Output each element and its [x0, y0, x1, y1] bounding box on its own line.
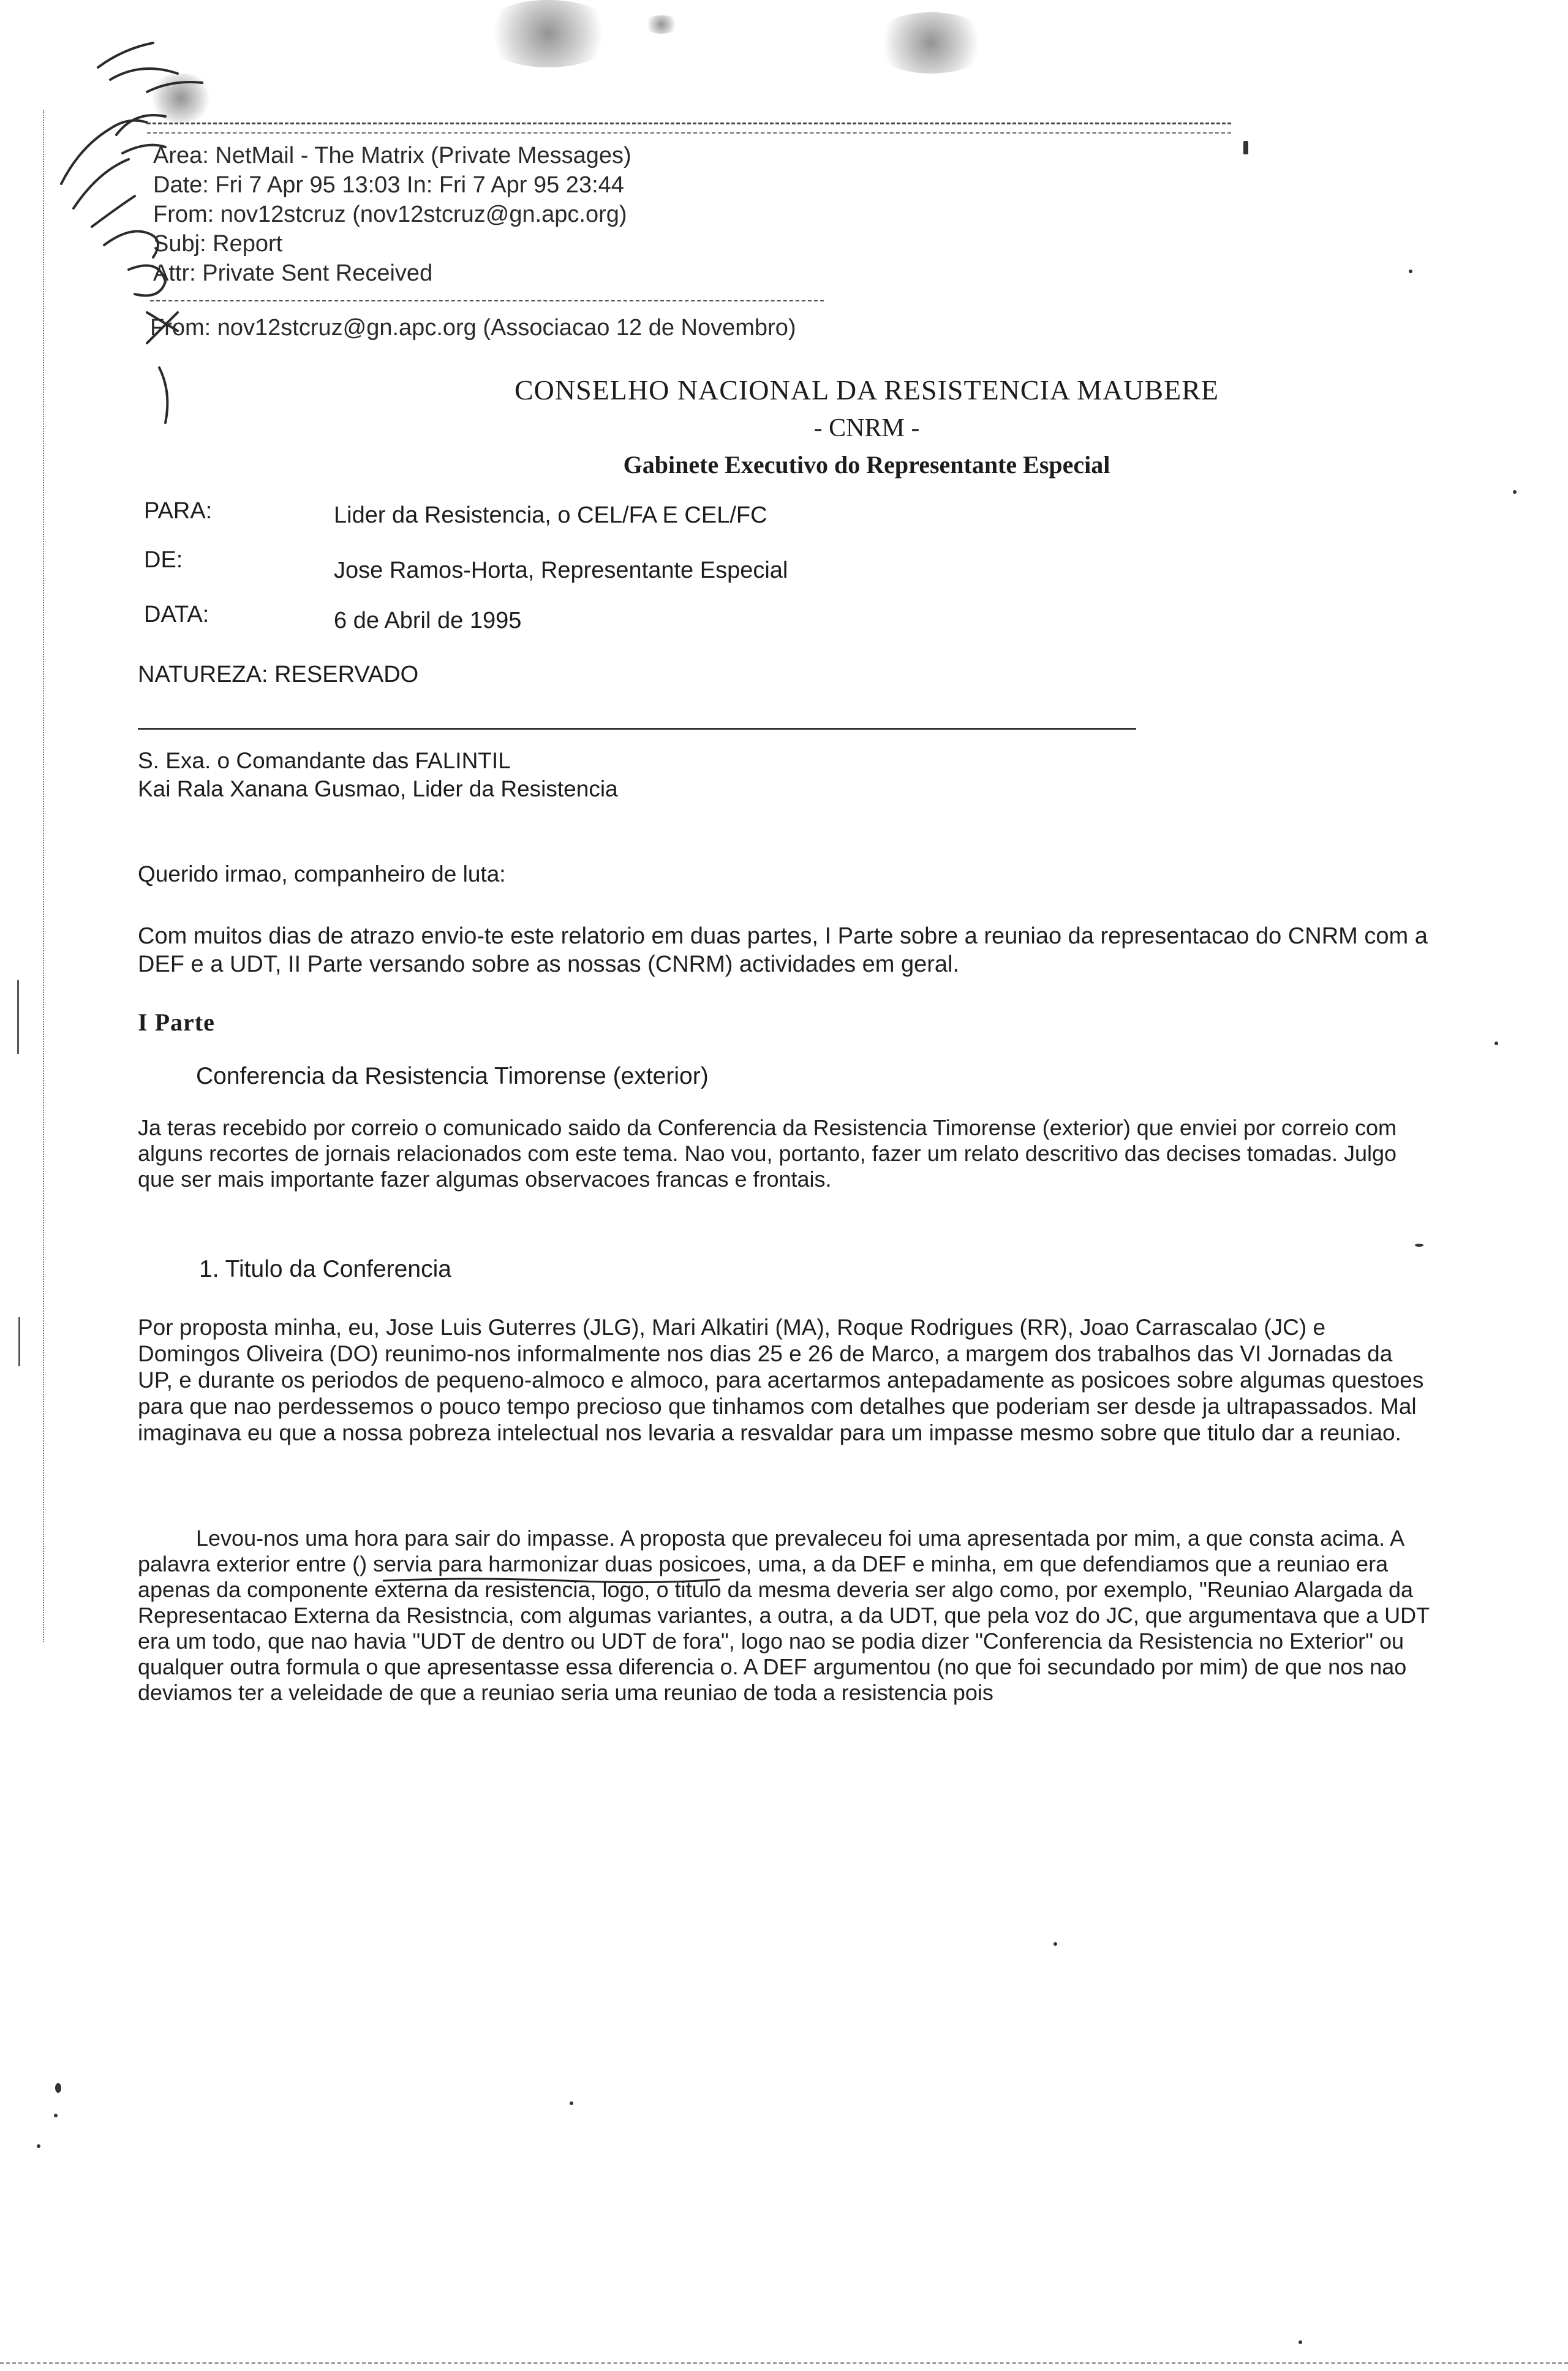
part1-heading: I Parte — [138, 1008, 215, 1036]
header-from: From: nov12stcruz (nov12stcruz@gn.apc.org) — [153, 202, 627, 227]
header-from-org: From: nov12stcruz@gn.apc.org (Associacao 12 de Novembro) — [150, 315, 796, 341]
letterhead-office: Gabinete Executivo do Representante Especial — [623, 451, 1110, 478]
margin-line — [17, 980, 19, 1054]
scan-speck — [37, 2144, 40, 2148]
handwritten-underline — [380, 1575, 723, 1587]
section1-paragraph-1: Por proposta minha, eu, Jose Luis Guterres (JLG), Mari Alkatiri (MA), Roque Rodrigues (RR), Joao Carrascalao (JC) e Domingos Oliveira (DO) reunimo-nos informalmente nos dias 25 e 26 de Marco, a margem dos trabalhos das VI Jornadas da UP, e durante os periodos de pequeno-almoco e almoco, para acertarmos antepadamente as posicoes sobre algumas questoes para que nao perdessemos o pouco tempo precioso que tinhamos com detalhes que poderiam ser desde ja ultrapassados. Mal imaginava eu que a nossa pobreza intelectual nos levaria a resvaldar para um impasse mesmo sobre que titulo dar a reuniao. — [138, 1315, 1424, 1445]
memo-natureza: NATUREZA: RESERVADO — [138, 662, 419, 687]
header-separator — [147, 123, 1231, 124]
scan-speck — [1243, 141, 1248, 154]
intro-paragraph: Com muitos dias de atrazo envio-te este relatorio em duas partes, I Parte sobre a reuniao da representacao do CNRM com a DEF e a UDT, II Parte versando sobre as nossas (CNRM) actividades em geral. — [138, 923, 1428, 977]
header-separator — [147, 132, 1231, 134]
memo-para-label: PARA: — [144, 498, 213, 524]
section1-paragraph-2: Levou-nos uma hora para sair do impasse. A proposta que prevaleceu foi uma apresentada por mim, a que consta acima. A palavra exterior entre () servia para harmonizar duas posicoes, uma, a da DEF e minha, em que defendiamos que a reuniao era apenas da componente externa da resistencia, logo, o titulo da mesma deveria ser algo como, por exemplo, "Reuniao Alargada da Representacao Externa da Resistncia, com algumas variantes, a outra, a da UDT, que pela voz do JC, que argumentava que a UDT era um todo, que nao havia "UDT de dentro ou UDT de fora", logo nao se podia dizer "Conferencia da Resistencia no Exterior" ou qualquer outra formula o que apresentasse essa diferencia o. A DEF argumentou (no que foi secundado por mim) de que nos nao deviamos ter a veleidade de que a reuniao seria uma reuniao de toda a resistencia pois — [138, 1526, 1430, 1705]
part1-subheading: Conferencia da Resistencia Timorense (exterior) — [196, 1063, 709, 1089]
greeting: Querido irmao, companheiro de luta: — [138, 861, 506, 887]
scan-speck — [1513, 490, 1517, 494]
scan-speck — [1054, 1942, 1057, 1946]
header-attributes: Attr: Private Sent Received — [153, 260, 433, 286]
scan-smudge — [478, 0, 619, 67]
scan-speck — [1409, 270, 1412, 273]
addressee-line-2: Kai Rala Xanana Gusmao, Lider da Resistencia — [138, 776, 618, 801]
memo-de-value: Jose Ramos-Horta, Representante Especial — [334, 558, 788, 583]
part1-paragraph: Ja teras recebido por correio o comunicado saido da Conferencia da Resistencia Timorense (exterior) que enviei por correio com alguns recortes de jornais relacionados com este tema. Nao vou, portanto, fazer um relato descritivo das decises tomadas. Julgo que ser mais importante fazer algumas observacoes francas e frontais. — [138, 1115, 1397, 1192]
section1-heading: 1. Titulo da Conferencia — [199, 1256, 451, 1282]
header-subject: Subj: Report — [153, 231, 283, 257]
scan-speck — [1298, 2340, 1302, 2344]
scan-smudge — [870, 12, 992, 74]
scan-speck — [570, 2101, 573, 2105]
letterhead-org: CONSELHO NACIONAL DA RESISTENCIA MAUBERE — [514, 374, 1219, 406]
scan-speck — [55, 2083, 61, 2093]
memo-data-value: 6 de Abril de 1995 — [334, 608, 522, 633]
bottom-edge — [0, 2362, 1568, 2364]
header-area: Area: NetMail - The Matrix (Private Messages) — [153, 143, 631, 168]
scan-speck — [54, 2114, 58, 2117]
header-date: Date: Fri 7 Apr 95 13:03 In: Fri 7 Apr 95 23:44 — [153, 172, 624, 198]
addressee-line-1: S. Exa. o Comandante das FALINTIL — [138, 748, 511, 773]
header-separator-2 — [150, 300, 824, 301]
scan-smudge — [643, 15, 680, 34]
scan-speck — [1415, 1244, 1423, 1247]
scan-speck — [1494, 1042, 1498, 1045]
memo-para-value: Lider da Resistencia, o CEL/FA E CEL/FC — [334, 502, 767, 528]
letterhead-acronym: - CNRM - — [813, 414, 920, 442]
memo-data-label: DATA: — [144, 602, 209, 627]
margin-line — [18, 1317, 20, 1366]
memo-divider — [138, 728, 1136, 730]
memo-de-label: DE: — [144, 547, 183, 573]
